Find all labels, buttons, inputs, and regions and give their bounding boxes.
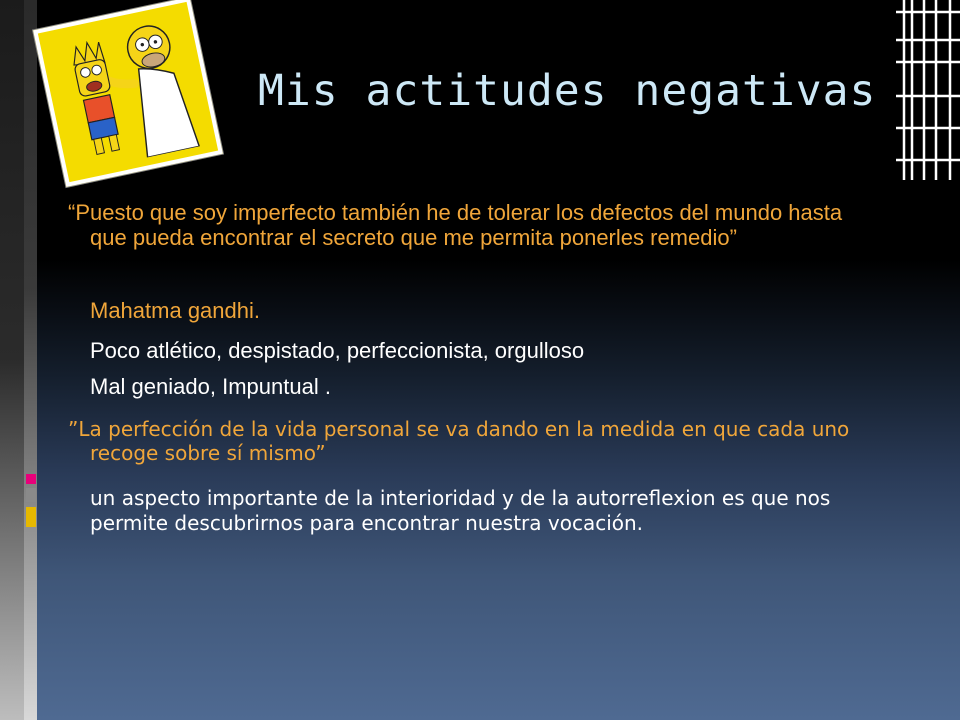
cartoon-picture: [33, 0, 223, 187]
left-bar-stripe-dark: [0, 0, 24, 720]
reflection-text: un aspecto importante de la interioridad y de la autorreflexion es que nos permite descubrirnos para encontrar nuestra vocación.: [90, 486, 831, 535]
quote-gandhi: “Puesto que soy imperfecto también he de tolerar los defectos del mundo hasta que pueda encontrar el secreto que me permita ponerles remedio”: [68, 200, 843, 250]
slide-title: Mis actitudes negativas: [258, 66, 877, 116]
accent-square-pink: [26, 474, 36, 484]
traits-line-2: Mal geniado, Impuntual .: [90, 374, 331, 399]
accent-square-gray: [26, 488, 36, 502]
decorative-grid-icon: [896, 0, 960, 180]
left-bar-stripe-light: [24, 0, 37, 720]
quote-attribution: Mahatma gandhi.: [90, 298, 260, 323]
accent-square-yellow: [26, 507, 36, 527]
left-decorative-bar: [0, 0, 37, 720]
quote-perfection: ”La perfección de la vida personal se va dando en la medida en que cada uno recoge sobre sí mismo”: [68, 417, 850, 465]
cartoon-characters-icon: [38, 4, 209, 175]
traits-line-1: Poco atlético, despistado, perfeccionista, orgulloso: [90, 338, 585, 363]
